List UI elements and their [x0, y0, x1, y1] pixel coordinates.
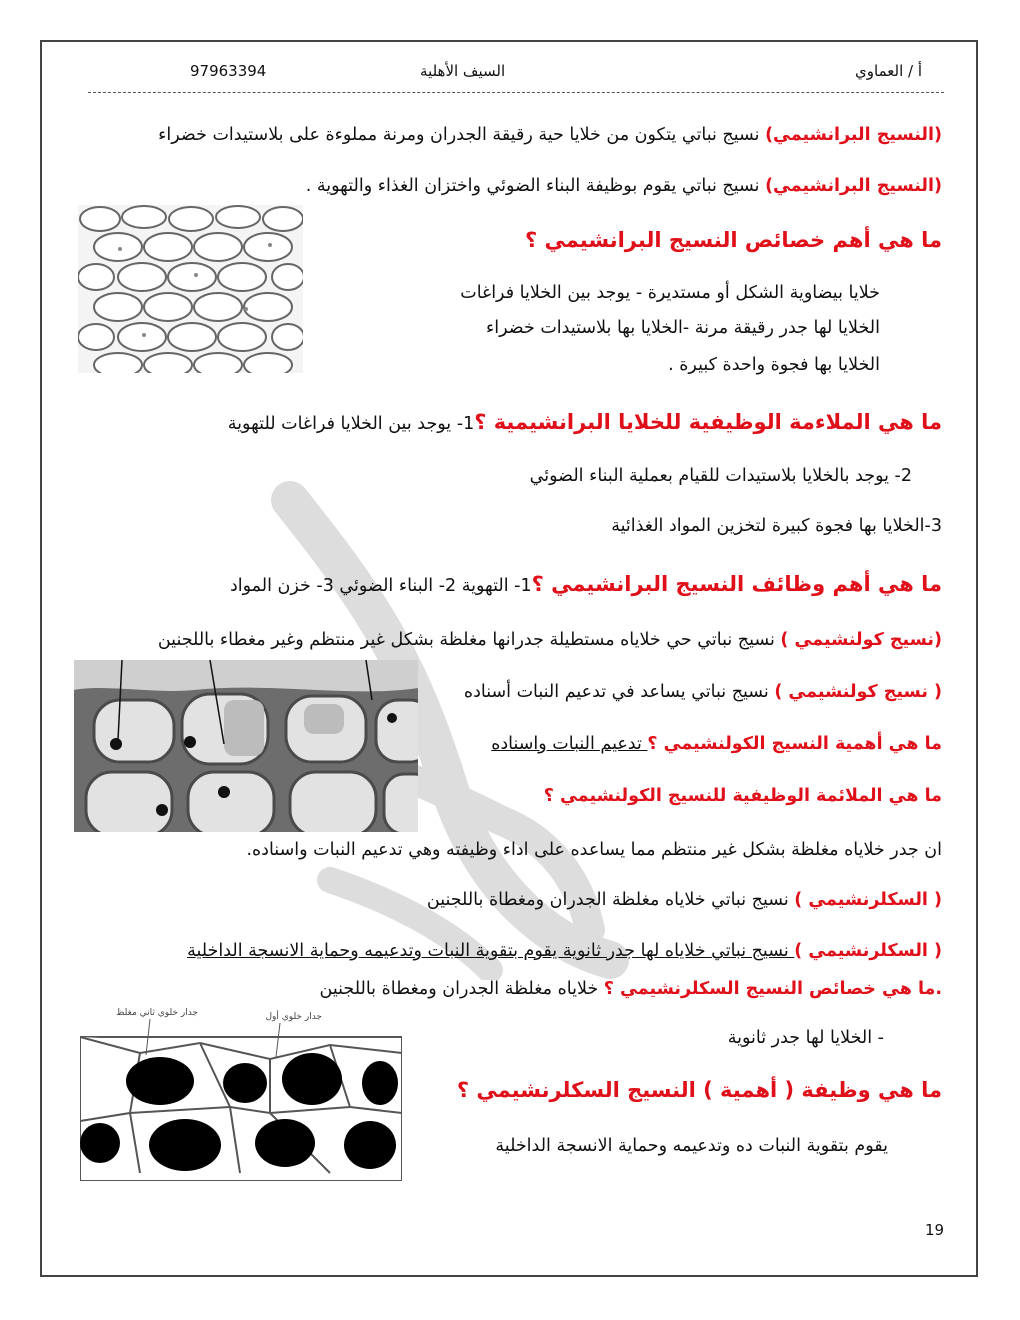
- page-number: 19: [925, 1221, 945, 1239]
- sclerenchyma-definition-2: ( السكلرنشيمي ) نسيج نباتي خلاياه لها جدر ثانوية يقوم بتقوية النبات وتدعيمه وحماية الانسجة الداخلية: [187, 941, 942, 961]
- parenchyma-cells-image: [78, 205, 303, 373]
- header-phone: 97963394: [190, 62, 267, 80]
- collenchyma-adaptation-question: ما هي الملائمة الوظيفية للنسيج الكولنشيمي ؟: [543, 786, 942, 806]
- parenchyma-definition-2: (النسيج البرانشيمي) نسيج نباتي يقوم بوظيفة البناء الضوئي واختزان الغذاء والتهوية .: [305, 176, 942, 196]
- header-divider: [88, 92, 944, 93]
- parenchyma-adaptation-3: 3-الخلايا بها فجوة كبيرة لتخزين المواد الغذائية: [611, 516, 942, 536]
- sclerenchyma-cells-image: [80, 1003, 402, 1181]
- parenchyma-feature-1: خلايا بيضاوية الشكل أو مستديرة - يوجد بين الخلايا فراغات: [460, 283, 880, 303]
- sclerenchyma-label-primary-wall: جدار خلوي أول: [265, 1012, 322, 1022]
- sclerenchyma-definition-1: ( السكلرنشيمي ) نسيج نباتي خلاياه مغلظة الجدران ومغطاة باللجنين: [426, 890, 942, 910]
- sclerenchyma-function: يقوم بتقوية النبات ده وتدعيمه وحماية الانسجة الداخلية: [495, 1136, 888, 1156]
- parenchyma-feature-3: الخلايا بها فجوة واحدة كبيرة .: [668, 355, 880, 375]
- parenchyma-definition-1: (النسيج البرانشيمي) نسيج نباتي يتكون من خلايا حية رقيقة الجدران ومرنة مملوءة على بلاستيدات خضراء: [158, 125, 942, 145]
- parenchyma-functions-line: ما هي أهم وظائف النسيج البرانشيمي ؟1- التهوية 2- البناء الضوئي 3- خزن المواد: [229, 572, 942, 596]
- header-school: السيف الأهلية: [420, 62, 506, 80]
- collenchyma-cells-image: [74, 660, 418, 832]
- collenchyma-adaptation: ان جدر خلاياه مغلظة بشكل غير منتظم مما يساعده على اداء وظيفته وهي تدعيم النبات واسناده.: [246, 840, 942, 860]
- collenchyma-definition-2: ( نسيج كولنشيمي ) نسيج نباتي يساعد في تدعيم النبات أسناده: [463, 682, 942, 702]
- parenchyma-adaptation-line: ما هي الملاءمة الوظيفية للخلايا البرانشيمية ؟1- يوجد بين الخلايا فراغات للتهوية: [227, 410, 942, 434]
- parenchyma-feature-2: الخلايا لها جدر رقيقة مرنة -الخلايا بها بلاستيدات خضراء: [486, 318, 880, 338]
- header-teacher: أ / العماوي: [855, 62, 922, 80]
- collenchyma-importance-line: ما هي أهمية النسيج الكولنشيمي ؟ تدعيم النبات واسناده: [491, 734, 942, 754]
- parenchyma-features-question: ما هي أهم خصائص النسيج البرانشيمي ؟: [524, 228, 942, 252]
- sclerenchyma-feature-2: - الخلايا لها جدر ثانوية: [727, 1028, 884, 1048]
- sclerenchyma-features-line: .ما هي خصائص النسيج السكلرنشيمي ؟ خلاياه مغلظة الجدران ومغطاة باللجنين: [319, 979, 942, 999]
- collenchyma-definition-1: (نسيج كولنشيمي ) نسيج نباتي حي خلاياه مستطيلة جدرانها مغلظة بشكل غير منتظم وغير مغطاء باللجنين: [157, 630, 942, 650]
- sclerenchyma-label-secondary-wall: جدار خلوي ثاني مغلظ: [116, 1008, 198, 1018]
- parenchyma-adaptation-2: 2- يوجد بالخلايا بلاستيدات للقيام بعملية البناء الضوئي: [529, 466, 912, 486]
- sclerenchyma-function-question: ما هي وظيفة ( أهمية ) النسيج السكلرنشيمي ؟: [456, 1078, 942, 1102]
